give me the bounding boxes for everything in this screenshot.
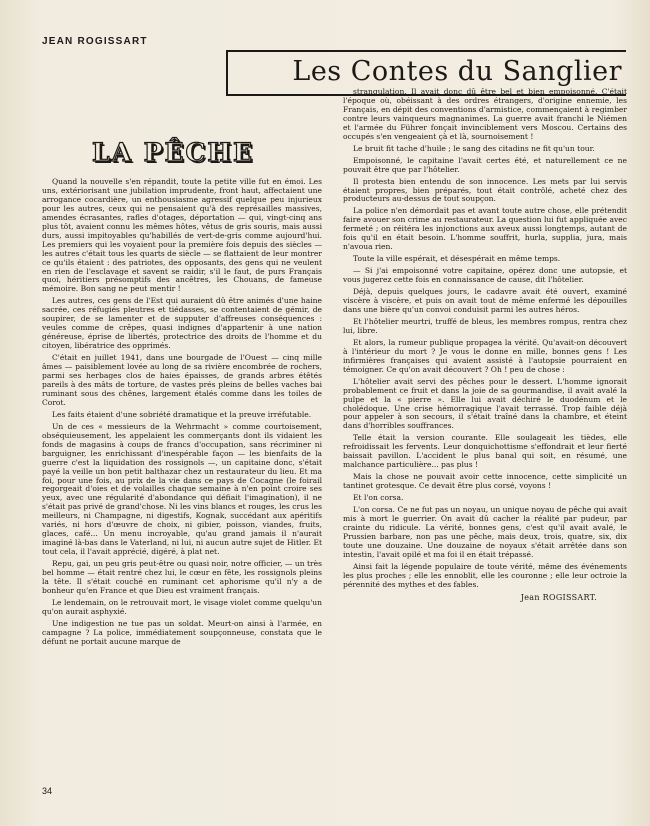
- author-name: JEAN ROGISSART: [42, 36, 148, 47]
- paragraph: Toute la ville espérait, et désespérait en même temps.: [353, 254, 561, 264]
- paragraph: Et l'on corsa.: [353, 493, 404, 503]
- story-title: LA PÊCHE: [92, 138, 255, 167]
- paragraph: strangulation. Il avait donc dû être bel et bien empoisonné. C'était l'époque où, obéissant à des ordres étrangers, d'origine ennemie, les Français, en dépit des conventions d'armistice, commençaient à regimber contre leurs vainqueurs magnanimes. La guerre avait franchi le Niémen et l'armée du Führer fonçait invinciblement vers Moscou. Certains des occupés s'en vengeaient çà et là, sournoisement !: [343, 87, 627, 141]
- paragraph: Il protesta bien entendu de son innocence. Les mets par lui servis étaient propres, bien préparés, tout était contrôlé, acheté chez des producteurs au-dessus de tout soupçon.: [343, 176, 627, 204]
- text-column-left: [42, 178, 322, 650]
- paragraph: L'hôtelier avait servi des pêches pour le dessert. L'homme ignorait probablement ce fruit et dans la joie de sa gourmandise, il avait avalé la pulpe et la « pierre ». Elle lui avait déchiré le duodénum et le cholédoque. Une crise hémorragique l'avait terrassé. Trop faible déjà pour appeler à son secours, il s'était traîné dans la chambre, et éteint dans d'horribles souffrances.: [343, 376, 627, 431]
- series-title: Les Contes du Sanglier: [292, 56, 622, 87]
- header-rule-left: [226, 50, 228, 96]
- paragraph: Un de ces « messieurs de la Wehrmacht » comme courtoisement, obséquieusement, les appelaient les commerçants dont ils vidaient les fonds de magasins à coups de francs d'occupation, sans récriminer ni barguigner, les enrichissant d'inespérable façon — les bienfaits de la guerre c'est la liquidation des rossignols —, un capitaine donc, s'était payé la veille un bon petit balthazar chez un restaurateur du lieu. Et ma foi, pour une fois, au prix de la vie dans ce pays de Cocagne (le foirail regorgeait d'oies et de volailles chaque semaine à n'en point croire ses yeux, avec une régularité d'abondance qui défiait l'imagination), il ne s'était pas privé de grand'chose. Ni les vins blancs et rouges, les crus les meilleurs, ni Champagne, ni digestifs, Kognak, succédant aux apéritifs variés, ni hors d'œuvre de choix, ni gibier, poisson, viandes, fruits, glaces, café... Un menu incroyable, qu'au grand jamais il n'aurait imaginé là-bas dans le Vaterland, ni lui, ni aucun autre sujet de Hitler. Et tout cela, il l'avait apprécié, digéré, à plat net.: [42, 421, 322, 557]
- paragraph: Et alors, la rumeur publique propagea la vérité. Qu'avait-on découvert à l'intérieur du mort ? Je vous le donne en mille, bonnes gens ! Les infirmières françaises qui avaient assisté à l'autopsie pourraient en témoigner. Ce qu'on avait découvert ? Oh ! peu de chose :: [343, 337, 627, 374]
- paragraph: Telle était la version courante. Elle soulageait les tièdes, elle refroidissait les fervents. Leur donquichottisme s'effondrait et leur fierté baissait pavillon. L'accident le plus banal qui soit, en résumé, une malchance particulière... pas plus !: [343, 433, 627, 470]
- paragraph: Et l'hôtelier meurtri, truffé de bleus, les membres rompus, rentra chez lui, libre.: [343, 316, 627, 335]
- paragraph: — Si j'ai empoisonné votre capitaine, opérez donc une autopsie, et vous jugerez cette fois en connaissance de cause, dit l'hôtelier.: [343, 266, 627, 285]
- paragraph: Le lendemain, on le retrouvait mort, le visage violet comme quelqu'un qu'on aurait asphyxié.: [42, 597, 322, 616]
- paragraph: Le bruit fit tache d'huile ; le sang des citadins ne fit qu'un tour.: [353, 143, 595, 153]
- paragraph: La police n'en démordait pas et avant toute autre chose, elle prétendit faire avouer son crime au restaurateur. La question lui fut appliquée avec fermeté ; on réitéra les injonctions aux aveux aussi longtemps, autant de fois qu'il en était besoin. L'homme souffrit, hurla, supplia, jura, mais n'avoua rien.: [343, 206, 627, 252]
- paragraph: Ainsi fait la légende populaire de toute vérité, même des événements les plus proches ; elle les ennoblit, elle les couronne ; elle leur octroie la pérennité des mythes et des fables.: [343, 561, 627, 589]
- text-column-right: [343, 88, 627, 603]
- signature: Jean ROGISSART.: [520, 592, 597, 602]
- paragraph: Repu, gai, un peu gris peut-être ou quasi noir, notre officier, — un très bel homme — était rentré chez lui, le cœur en fête, les rossignols pleins la tête. Il s'était couché en ruminant cet aphorisme qu'il n'y a de bonheur qu'en France et que Dieu est vraiment français.: [42, 559, 322, 595]
- paragraph: Les faits étaient d'une sobriété dramatique et la preuve irréfutable.: [52, 409, 312, 419]
- header-rule-top: [226, 50, 626, 52]
- paragraph: L'on corsa. Ce ne fut pas un noyau, un unique noyau de pêche qui avait mis à mort le guerrier. On avait dû cacher la réalité par pudeur, par crainte du ridicule. La vérité, bonnes gens, c'est qu'il avait avalé, le Prussien barbare, non pas une pêche, mais deux, trois, quatre, six, dix toute une douzaine. Une douzaine de noyaux s'était arrêtée dans son intestin, l'avait opilé et ma foi il en était trépassé.: [343, 505, 627, 559]
- paragraph: Une indigestion ne tue pas un soldat. Meurt-on ainsi à l'armée, en campagne ? La police, immédiatement soupçonneuse, constata que le défunt ne portait aucune marque de: [42, 618, 322, 646]
- paragraph: Empoisonné, le capitaine l'avait certes été, et naturellement ce ne pouvait être que par l'hôtelier.: [343, 155, 627, 174]
- paragraph: Quand la nouvelle s'en répandit, toute la petite ville fut en émoi. Les uns, extériorisant une jubilation imprudente, front haut, affectaient une arrogance cocardière, un enthousiasme agressif quelque peu injurieux pour les autres, ceux qui ne pensaient qu'à des représailles massives, amendes écrasantes, rafles d'otages, déportation — qui, vingt-cinq ans plus tôt, avaient connu les mêmes hôtes, vêtus de gris souris, mais aussi durs, aussi impitoyables qu'habillés de vert-de-gris comme aujourd'hui. Les premiers qui les voyaient pour la première fois depuis des siècles — les autres c'était tous les quarts de siècle — se flattaient de leur montrer ce qu'ils étaient : des patriotes, des opposants, des gens qui ne veulent en rien de l'esclavage et savent se raidir, s'il le faut, de purs Français quoi, héritiers présomptifs des ancêtres, les Chouans, de fameuse mémoire. Bon sang ne peut mentir !: [42, 177, 322, 294]
- paragraph: Mais la chose ne pouvait avoir cette innocence, cette simplicité un tantinet grotesque. Ce devait être plus corsé, voyons !: [343, 472, 627, 491]
- page-number: 34: [42, 786, 53, 796]
- paragraph: Déjà, depuis quelques jours, le cadavre avait été ouvert, examiné viscère à viscère, et puis on avait tout de même enfermé les dépouilles dans une bière qu'un convoi conduisit parmi les autres héros.: [343, 287, 627, 314]
- paragraph: Les autres, ces gens de l'Est qui auraient dû être animés d'une haine sacrée, ces réfugiés pleutres et tiédasses, se contentaient de gémir, de soupirer, de se lamenter et de supputer d'affreuses conséquences : veules comme de crêpes, quasi indignes d'appartenir à une nation généreuse, éprise de libertés, protectrice des droits de l'homme et du citoyen, libératrice des opprimés.: [42, 296, 322, 351]
- paragraph: C'était en juillet 1941, dans une bourgade de l'Ouest — cinq mille âmes — paisiblement lovée au long de sa rivière encombrée de rochers, parmi ses herbages clos de haies épaisses, de grands arbres étêtés pareils à des mâts de torture, de vastes prés pleins de belles vaches bai ruminant sous des chênes, largement étalés comme dans les toiles de Corot.: [42, 353, 322, 407]
